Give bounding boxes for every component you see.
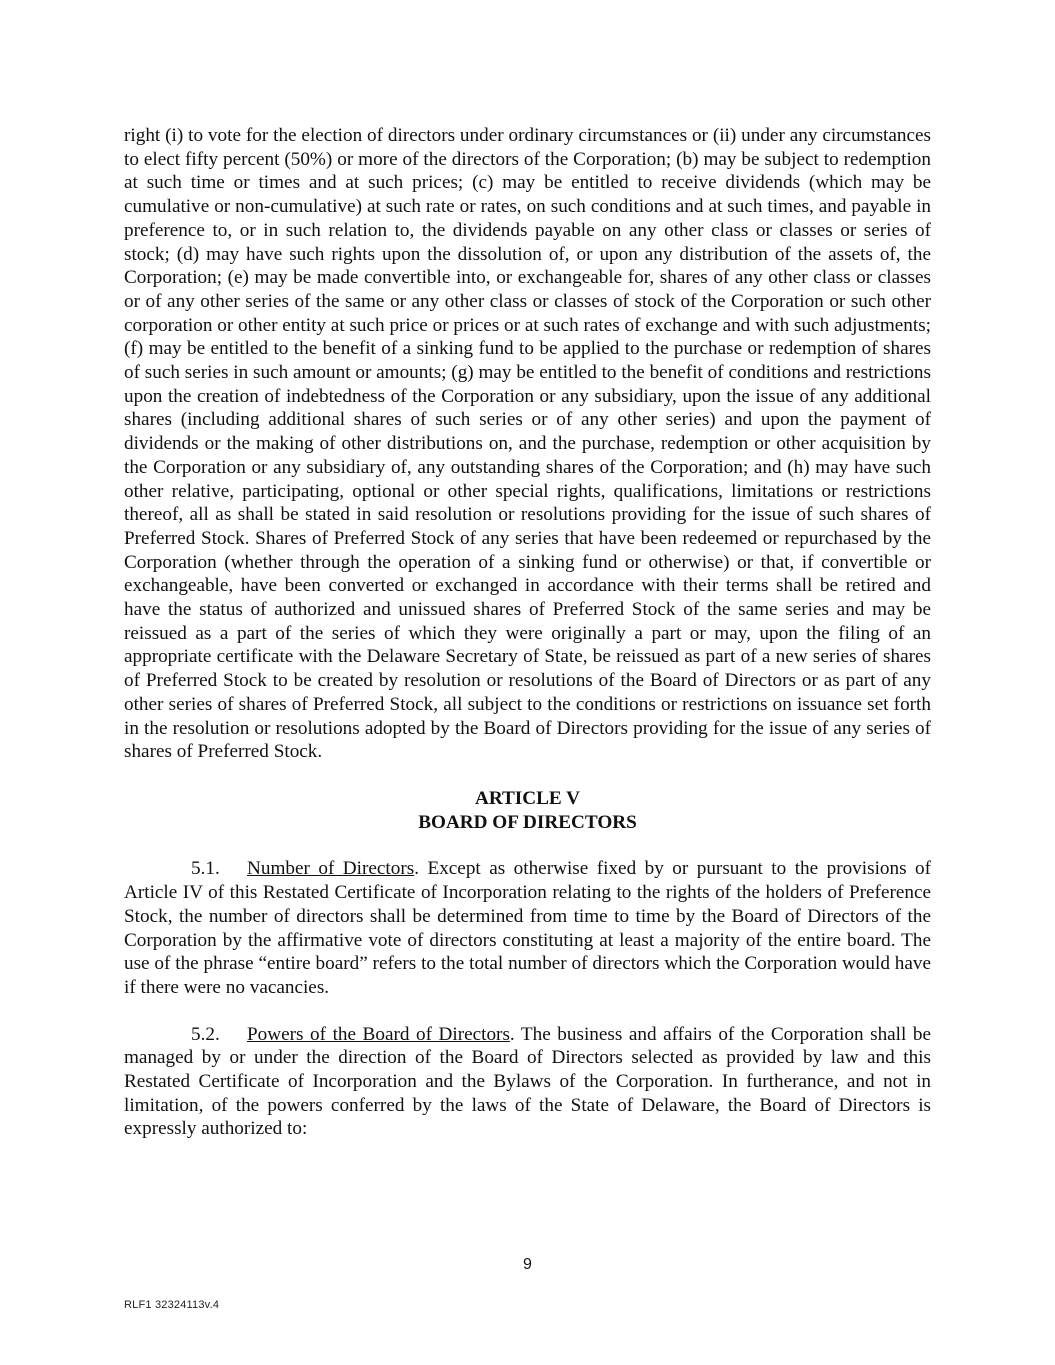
section-5-1: [124, 857, 931, 999]
article-heading: [124, 787, 931, 834]
section-number: 5.1.: [191, 858, 220, 880]
document-id: RLF1 32324113v.4: [124, 1299, 220, 1311]
document-page: [124, 124, 931, 1141]
section-heading: Powers of the Board of Directors: [247, 1023, 510, 1045]
section-text: . Except as otherwise fixed by or pursuant to the provisions of Article IV of this Restated Certificate of Incorporation relating to the rights of the holders of Preference Stock, the number of directors shall be determined from time to time by the Board of Directors of the Corporation by the affirmative vote of directors constituting at least a majority of the entire board. The use of the phrase “entire board” refers to the total number of directors which the Corporation would have if there were no vacancies.: [124, 858, 932, 998]
article-number: ARTICLE V: [474, 787, 581, 809]
article-title: BOARD OF DIRECTORS: [418, 811, 637, 833]
section-heading: Number of Directors: [247, 858, 415, 880]
section-number: 5.2.: [191, 1023, 220, 1045]
page-number: 9: [523, 1256, 532, 1273]
continuation-paragraph: right (i) to vote for the election of directors under ordinary circumstances or (ii) under any circumstances to elect fifty percent (50%) or more of the directors of the Corporation; (b) may be subject to redemption at such time or times and at such prices; (c) may be entitled to receive dividends (which may be cumulative or non-cumulative) at such rate or rates, on such conditions and at such times, and payable in preference to, or in such relation to, the dividends payable on any other class or classes or series of stock; (d) may have such rights upon the dissolution of, or upon any distribution of the assets of, the Corporation; (e) may be made convertible into, or exchangeable for, shares of any other class or classes or of any other series of the same or any other class or classes of stock of the Corporation or such other corporation or other entity at such price or prices or at such rates of exchange and with such adjustments; (f) may be entitled to the benefit of a sinking fund to be applied to the purchase or redemption of shares of such series in such amount or amounts; (g) may be entitled to the benefit of conditions and restrictions upon the creation of indebtedness of the Corporation or any subsidiary, upon the issue of any additional shares (including additional shares of such series or of any other series) and upon the payment of dividends or the making of other distributions on, and the purchase, redemption or other acquisition by the Corporation or any subsidiary of, any outstanding shares of the Corporation; and (h) may have such other relative, participating, optional or other special rights, qualifications, limitations or restrictions thereof, all as shall be stated in said resolution or resolutions providing for the issue of such shares of Preferred Stock. Shares of Preferred Stock of any series that have been redeemed or repurchased by the Corporation (whether through the operation of a sinking fund or otherwise) or that, if convertible or exchangeable, have been converted or exchanged in accordance with their terms shall be retired and have the status of authorized and unissued shares of Preferred Stock of the same series and may be reissued as a part of the series of which they were originally a part or may, upon the filing of an appropriate certificate with the Delaware Secretary of State, be reissued as part of a new series of shares of Preferred Stock to be created by resolution or resolutions of the Board of Directors or as part of any other series of shares of Preferred Stock, all subject to the conditions or restrictions on issuance set forth in the resolution or resolutions adopted by the Board of Directors providing for the issue of any series of shares of Preferred Stock.: [124, 125, 931, 763]
section-5-2: [124, 1023, 931, 1142]
section-text: . The business and affairs of the Corporation shall be managed by or under the direction of the Board of Directors selected as provided by law and this Restated Certificate of Incorporation and the Bylaws of the Corporation. In furtherance, and not in limitation, of the powers conferred by the laws of the State of Delaware, the Board of Directors is expressly authorized to:: [124, 1023, 931, 1140]
